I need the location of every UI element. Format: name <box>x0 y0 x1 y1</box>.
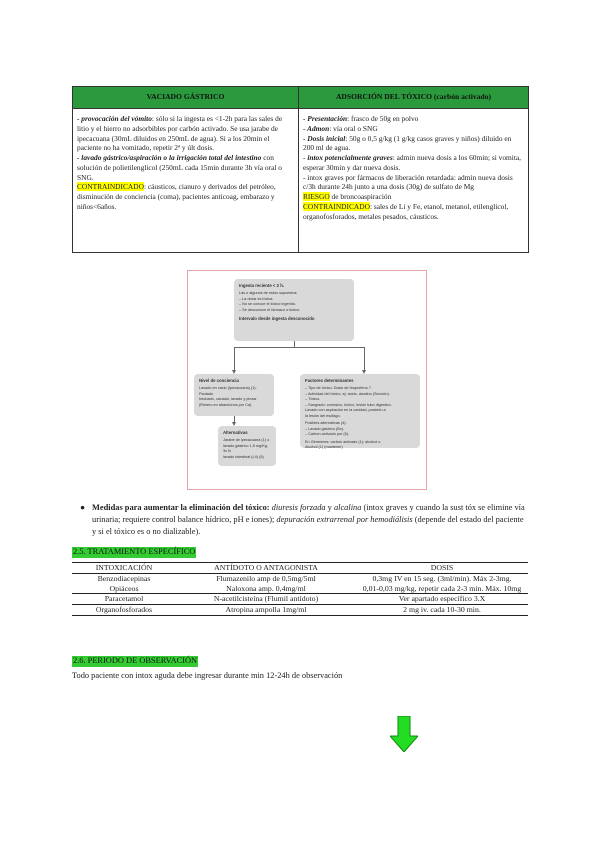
elimination-measures: ● Medidas para aumentar la eliminación del tóxico: diuresis forzada y alcalina (intox graves y cuando la sust tóx se elimine vía urinaria; requiere control balance hídrico, pH e iones); depuración extrarrenal por hemodiálisis (depende del estado del paciente y si el tóxico es o no dializable). <box>80 503 525 536</box>
antidote-col-header: DOSIS <box>356 563 528 574</box>
flow-box-top: Ingesta reciente < 2 h. Las ≥ algunos de estos supuestos: – La dosis es tóxica. – No se conoce el tóxico ingerido. – Se desconoce el fármaco o tóxico. Intervalo desde ingesta desconocido <box>234 279 354 341</box>
adsorcion-l4: - intox potencialmente graves: admin nueva dosis a los 60min; si vomita, esperar 30min y dar nueva dosis. <box>303 153 522 172</box>
adsorcion-cell <box>299 109 529 253</box>
vaciado-cell <box>73 109 299 253</box>
arrow-down-icon <box>390 716 418 752</box>
flow-connector <box>234 347 235 371</box>
table-row: Opiáceos Naloxona amp. 0,4mg/ml 0,01-0,03 mg/kg, repetir cada 2-3 min. Máx. 10mg <box>72 584 528 594</box>
adsorcion-l5: - intox graves por fármacos de liberación retardada: admin nueva dosis c/3h durante 24h junto a una dosis (30g) de sulfato de Mg <box>303 172 513 192</box>
vaciado-p2: - lavado gástrico/aspiración o la irrigación total del intestino con solución de polietilenglicol (250mL cada 15min durante 3h vía oral o SNG. <box>77 153 282 182</box>
antidote-col-header: INTOXICACIÓN <box>72 563 176 574</box>
flow-box-left: Nivel de conciencia Lavado en vacio (Ipecacuana) (1). Pautado Intubado, vaciado, lavado y pinzar (Rimero en abandonos por Ca) <box>194 374 274 416</box>
observacion-text: Todo paciente con intox aguda debe ingresar durante min 12-24h de observación <box>72 671 343 680</box>
table-row: Paracetamol N-acetilcisteína (Flumil antídoto) Ver apartado específico 3.X <box>72 594 528 605</box>
adsorcion-l3: - Dosis inicial: 50g o 0,5 g/kg (1 g/kg casos graves y niños) diluido en 200 ml de agua. <box>303 133 512 153</box>
adsorcion-l1: - Presentación: frasco de 50g en polvo <box>303 114 419 123</box>
antidote-col-header: ANTÍDOTO O ANTAGONISTA <box>176 563 356 574</box>
vaciado-contra: CONTRAINDICADO: cáusticos, cianuro y derivados del petróleo, disminución de conciencia (coma), pacientes anticoag, embarazo y niños<6años. <box>77 182 276 211</box>
antidote-table <box>72 562 528 616</box>
table-row: Benzodiacepinas Flumazenilo amp de 0,5mg/5ml 0,3mg IV en 15 seg. (3ml/min). Máx 2-3mg. <box>97 574 512 583</box>
vaciado-p1: - provocación del vómito: sólo si la ingesta es <1-2h para las sales de litio y el hierro no adsorbibles por carbón activado. Se usa jarabe de ipecacuana (30mL diluidos en 250mL de agua). Si a los 20min el paciente no ha vomitado, repetir 2ª y últ dosis. <box>77 114 283 153</box>
flow-box-right: Factores determinantes – Tipo de tóxico: Dosis de Ibuprofeno 7. – Actividad del tóxico, ej: ácido, alcalino (Sección). – Tóxico. – Sangrado: corrosivo, tóxico, lesión tubo digestivo. Lavado con aspiración en la cavidad, posición a la lesión del esófago. Posibles alternativas (4): – Lavado gástrico (Bx). – Carbón activado por (6). En Gérmenes: carbón activado (1); alcohol o Alcohol (1) (mantener) <box>300 374 420 448</box>
adsorcion-header: ADSORCIÓN DEL TÓXICO (carbón activado) <box>299 87 529 109</box>
section-title-observacion: 2.6. PERIODO DE OBSERVACIÓN <box>73 656 198 665</box>
adsorcion-l2: - Admon: vía oral o SNG <box>303 123 378 133</box>
bullet-dot: ● <box>80 503 86 512</box>
adsorcion-riesgo: RIESGO de broncoaspiración <box>303 192 392 202</box>
vaciado-header: VACIADO GÁSTRICO <box>73 87 299 109</box>
table-row: Organofosforados Atropina ampolla 1mg/ml 2 mg iv. cada 10-30 min. <box>72 605 528 616</box>
treatment-methods-table <box>72 86 529 253</box>
flow-connector <box>234 347 364 348</box>
decontamination-flowchart <box>187 270 427 490</box>
flow-connector <box>364 347 365 371</box>
flow-box-alternatives: Alternativas Jarabe de ipecacuana (1) o lavado gástrico 1,5 mg/Kg, 3x fx lavado intestinal (L4) (5) <box>218 426 276 466</box>
section-title-tratamiento: 2.5. TRATAMIENTO ESPECÍFICO <box>73 547 196 556</box>
adsorcion-contra: CONTRAINDICADO: sales de Li y Fe, etanol, metanol, etilenglicol, organofosforados, metales pesados, cáusticos. <box>303 201 509 221</box>
